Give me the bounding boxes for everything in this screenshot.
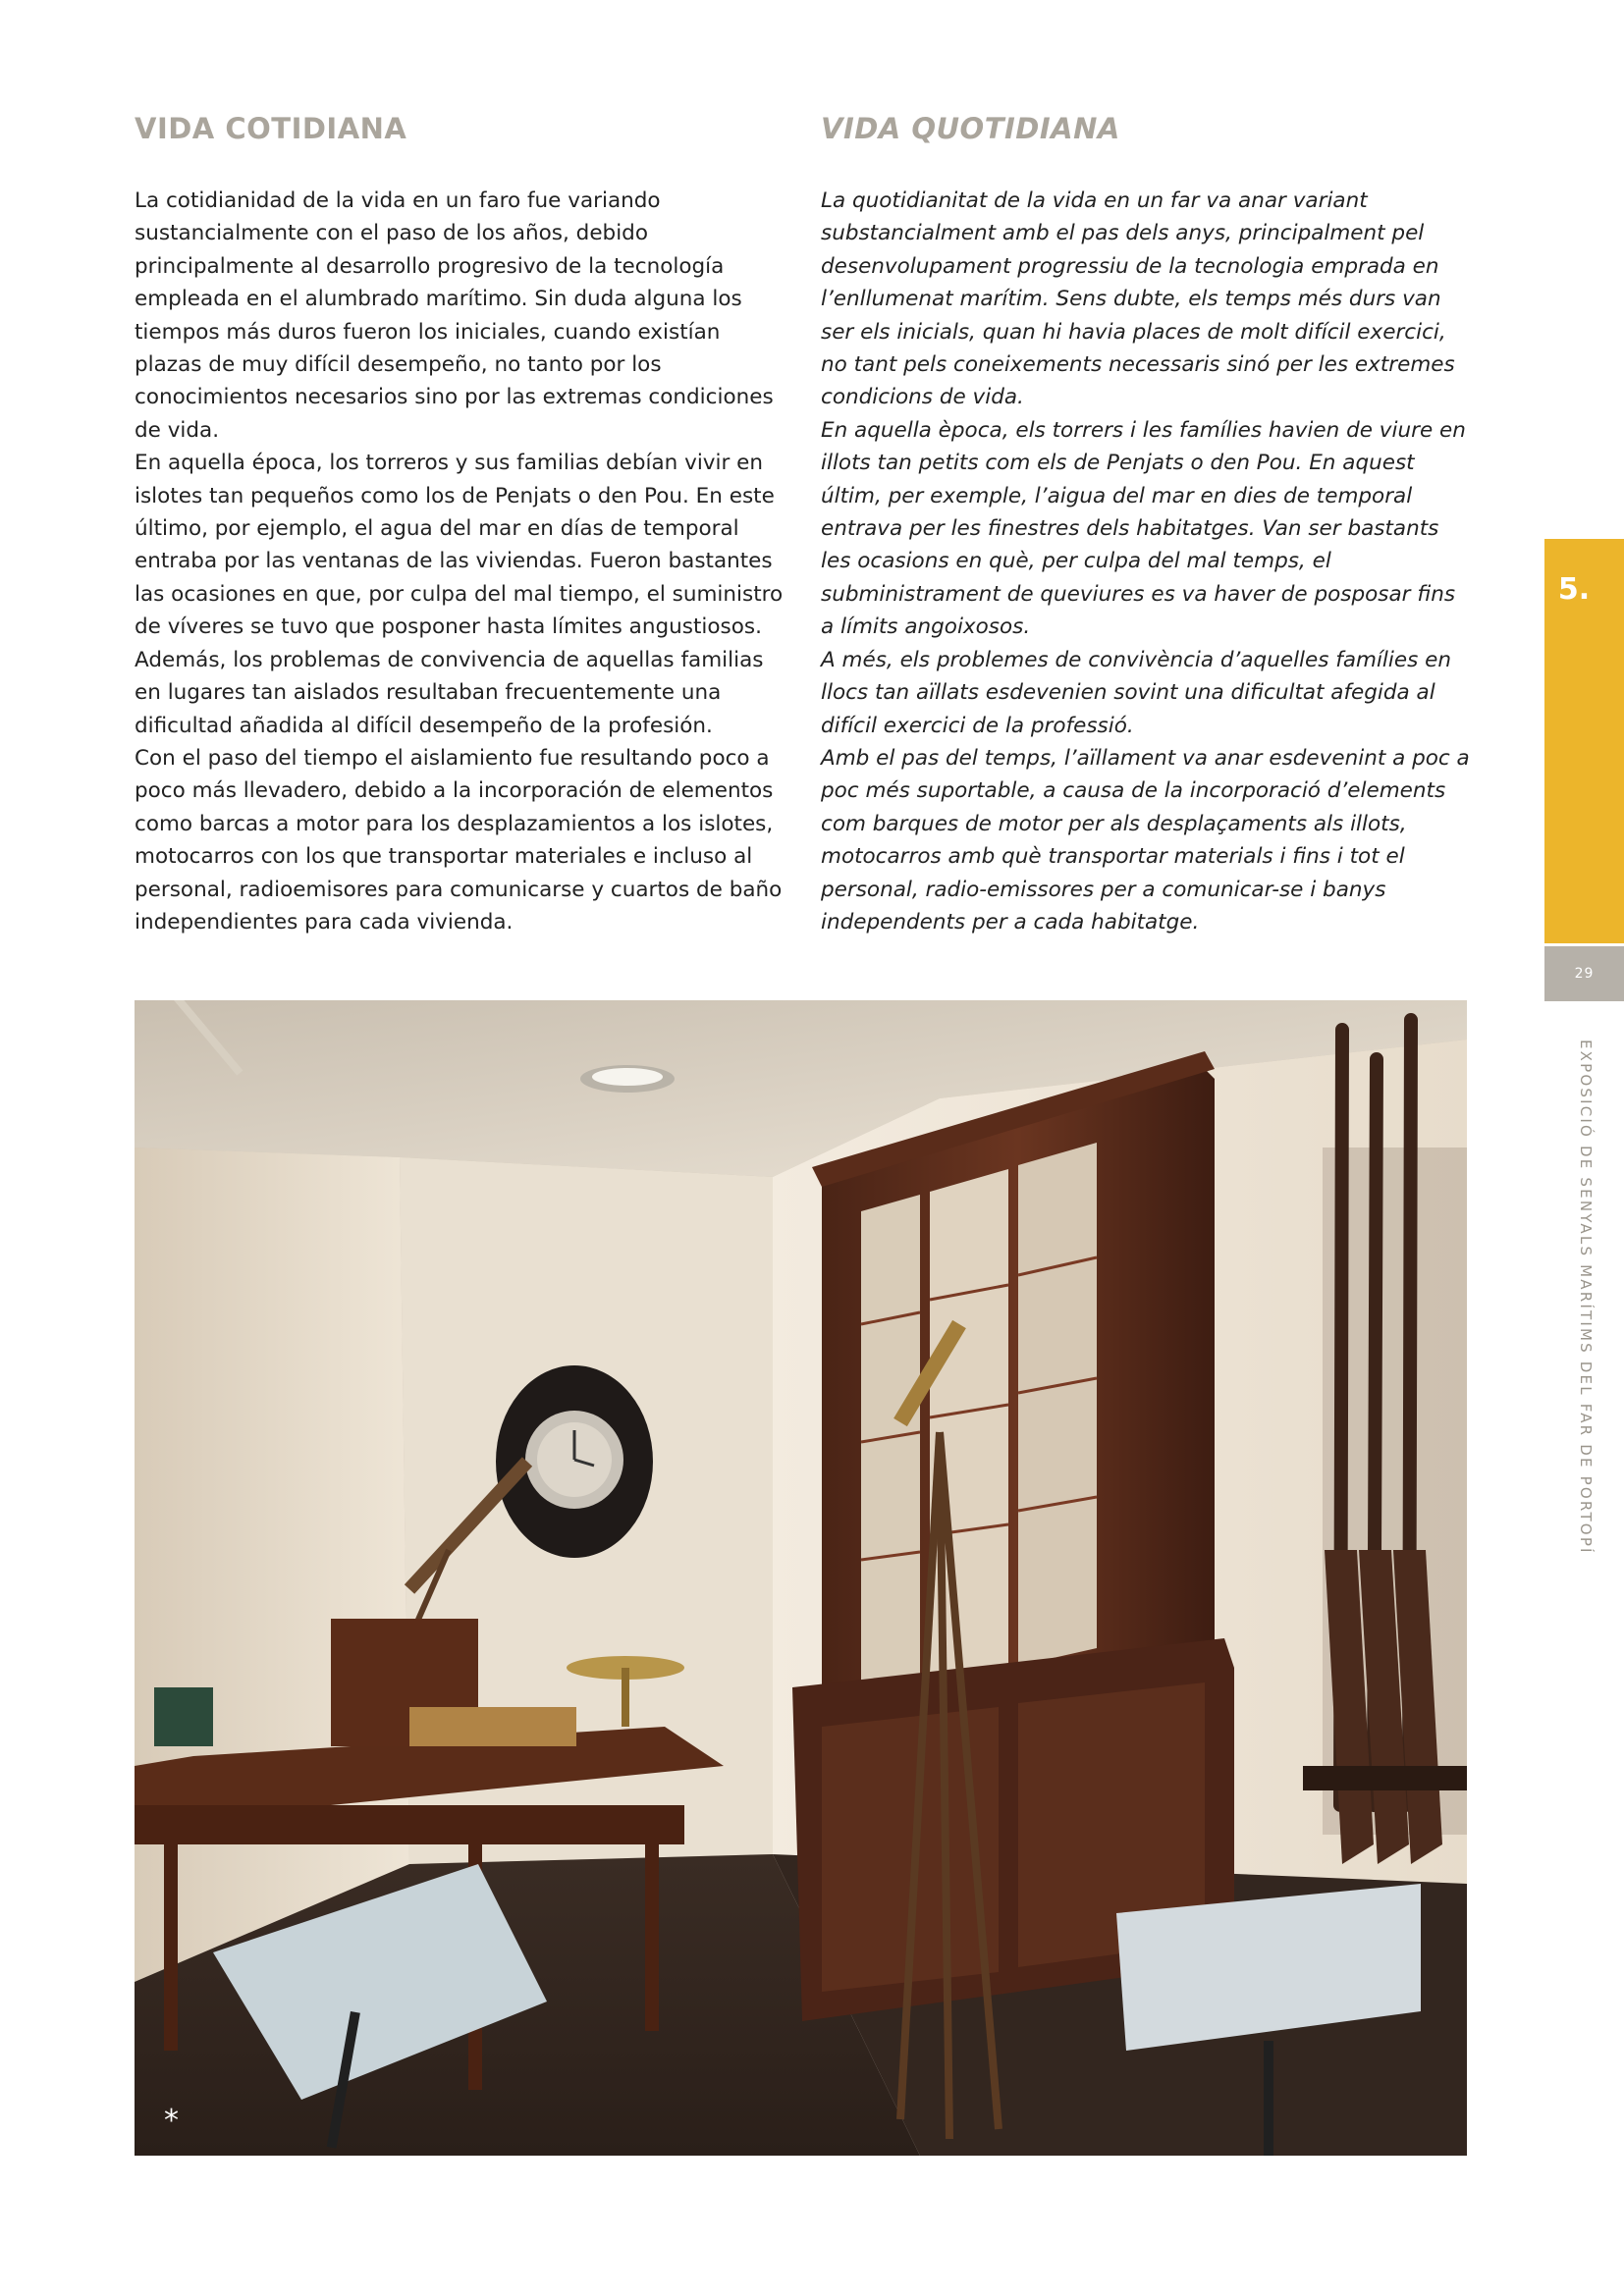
paragraph: Con el paso del tiempo el aislamiento fue resultando poco a poco más llevadero, debido a la incorporación de elementos como barcas a motor para los desplazamientos a los islotes, motocarros con los que transportar materiales e incluso al personal, radioemisores para comunicarse y cuartos de baño independientes para cada vivienda.	[135, 745, 783, 934]
body-text-es	[135, 185, 792, 938]
photo-illustration	[135, 1000, 1467, 2156]
paragraph: Además, los problemas de convivencia de aquellas familias en lugares tan aislados resultaban frecuentemente una dificultad añadida al difícil desempeño de la profesión.	[135, 647, 764, 738]
catalan-column	[821, 108, 1474, 938]
photo-marker: *	[164, 2104, 179, 2138]
paragraph: A més, els problemes de convivència d’aquelles famílies en llocs tan aïllats esdevenien sovint una dificultat afegida al difícil exercici de la professió.	[821, 647, 1451, 738]
page-number: 29	[1544, 946, 1624, 1001]
paragraph: En aquella època, els torrers i les famílies havien de viure en illots tan petits com els de Penjats o den Pou. En aquest últim, per exemple, l’aigua del mar en dies de temporal entrava per les finestres dels habitatges. Van ser bastants les ocasions en què, per culpa del mal temps, el subministrament de queviures es va haver de posposar fins a límits angoixosos.	[821, 417, 1466, 640]
paragraph: En aquella época, los torreros y sus familias debían vivir en islotes tan pequeños como los de Penjats o den Pou. En este último, por ejemplo, el agua del mar en días de temporal entraba por las ventanas de las viviendas. Fueron bastantes las ocasiones en que, por culpa del mal tiempo, el suministro de víveres se tuvo que posponer hasta límites angustiosos.	[135, 451, 784, 640]
section-heading-ca: VIDA QUOTIDIANA	[821, 112, 1120, 145]
section-heading-es: VIDA COTIDIANA	[135, 112, 407, 145]
chapter-tab	[1544, 539, 1624, 943]
body-text-ca	[821, 185, 1474, 938]
chapter-number: 5.	[1557, 572, 1591, 607]
running-title: EXPOSICIÓ DE SENYALS MARÍTIMS DEL FAR DE PORTOPÍ	[1577, 1040, 1595, 1555]
spanish-column	[135, 108, 792, 938]
paragraph: La cotidianidad de la vida en un faro fue variando sustancialmente con el paso de los años, debido principalmente al desarrollo progresivo de la tecnología empleada en el alumbrado marítimo. Sin duda alguna los tiempos más duros fueron los iniciales, cuando existían plazas de muy difícil desempeño, no tanto por los conocimientos necesarios sino por las extremas condiciones de vida.	[135, 188, 774, 443]
museum-room-photo	[135, 1000, 1467, 2156]
paragraph: La quotidianitat de la vida en un far va anar variant substancialment amb el pas dels anys, principalment pel desenvolupament progressiu de la tecnologia emprada en l’enllumenat marítim. Sens dubte, els temps més durs van ser els inicials, quan hi havia places de molt difícil exercici, no tant pels coneixements necessaris sinó per les extremes condicions de vida.	[821, 188, 1455, 410]
paragraph: Amb el pas del temps, l’aïllament va anar esdevenint a poc a poc més suportable, a causa de la incorporació d’elements com barques de motor per als desplaçaments als illots, motocarros amb què transportar materials i fins i tot el personal, radio-emissores per a comunicar-se i banys independents per a cada habitatge.	[821, 745, 1470, 934]
